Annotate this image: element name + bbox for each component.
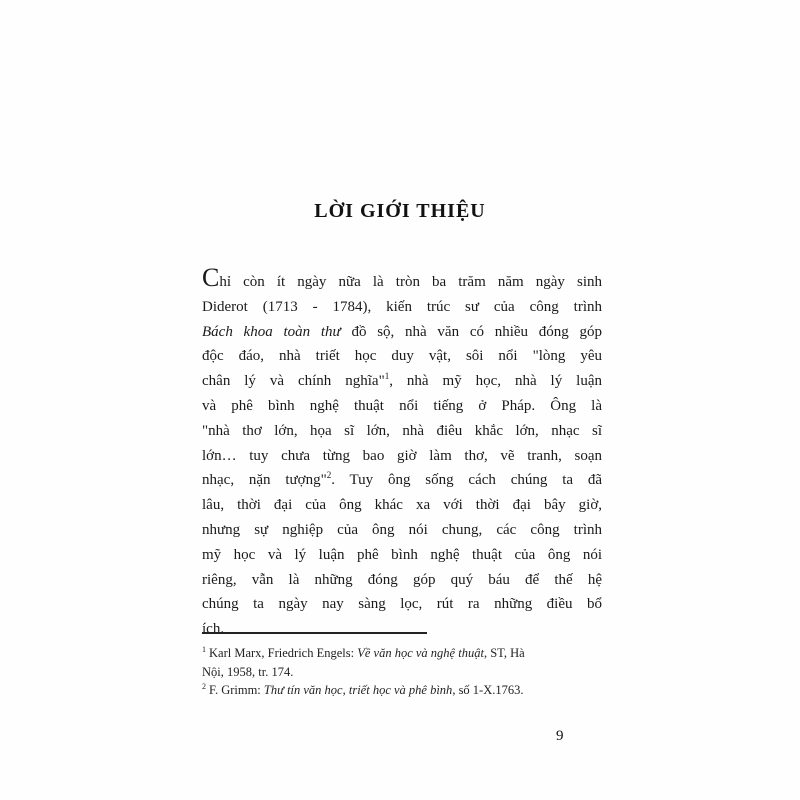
text-line: lâu, thời đại của ông khác xa với thời đại bây giờ, (202, 497, 602, 514)
page-title: LỜI GIỚI THIỆU (314, 200, 486, 222)
text-line: và phê bình nghệ thuật nổi tiếng ở Pháp. Ông là (202, 397, 602, 414)
text-line: lớn… tuy chưa từng bao giờ làm thơ, vẽ tranh, soạn (202, 447, 602, 464)
page-number: 9 (556, 728, 564, 744)
text-line: "nhà thơ lớn, họa sĩ lớn, nhà điêu khắc lớn, nhạc sĩ (202, 422, 602, 439)
text-line: mỹ học và lý luận phê bình nghệ thuật của ông nói (202, 546, 602, 563)
text-line: chân lý và chính nghĩa"$^1$, nhà mỹ học, nhà lý luận (202, 371, 602, 390)
text-line: độc đáo, nhà triết học duy vật, sôi nổi "lòng yêu (202, 348, 602, 365)
footnote-work-title: Thư tín văn học, triết học và phê bình (263, 683, 453, 697)
footnotes (202, 644, 602, 700)
text-line: ích. (202, 621, 225, 638)
text-line: Diderot (1713 - 1784), kiến trúc sư của công trình (202, 298, 602, 315)
footnote-2: $^2$ F. Grimm: Thư tín văn học, triết học và phê bình, số 1-X.1763. (202, 681, 524, 697)
text-line: Chỉ còn ít ngày nữa là tròn ba trăm năm ngày sinh (202, 268, 602, 295)
body-paragraph (202, 268, 602, 642)
text-line: chúng ta ngày nay sàng lọc, rút ra những điều bổ (202, 596, 602, 613)
footnote-divider (202, 632, 427, 634)
footnote-work-title: Về văn học và nghệ thuật (357, 646, 484, 660)
text-line: nhưng sự nghiệp của ông nói chung, các công trình (202, 521, 602, 538)
footnote-ref-1: 1 (384, 371, 390, 382)
footnote-number: 2 (202, 681, 206, 691)
footnote-ref-2: 2 (326, 470, 332, 481)
text-line: nhạc, nặn tượng"$^2$. Tuy ông sống cách chúng ta đã (202, 470, 602, 489)
drop-cap: C (202, 268, 220, 292)
italic-book-title: Bách khoa toàn thư (202, 323, 341, 340)
footnote-number: 1 (202, 644, 206, 654)
text-line: riêng, vẫn là những đóng góp quý báu để thế hệ (202, 571, 602, 588)
text-line: Bách khoa toàn thư đồ sộ, nhà văn có nhiều đóng góp (202, 323, 602, 340)
footnote-1: $^1$ Karl Marx, Friedrich Engels: Về văn học và nghệ thuật, ST, Hà Nội, 1958, tr. 174. (202, 644, 525, 679)
